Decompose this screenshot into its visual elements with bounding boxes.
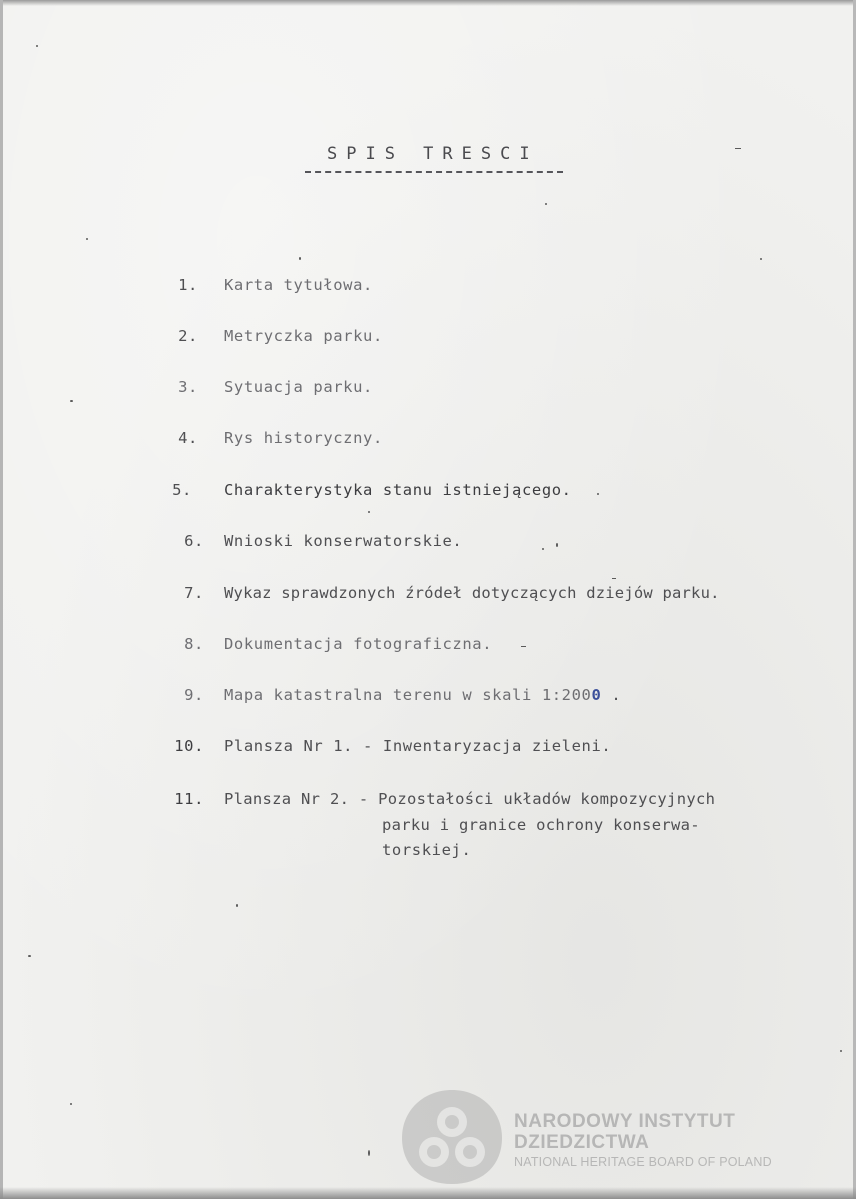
heritage-board-logo-icon — [398, 1086, 506, 1186]
watermark-line-2: DZIEDZICTWA — [514, 1132, 650, 1153]
scan-edge-bottom — [0, 1187, 856, 1199]
entry-text-typed: Mapa katastralna terenu w skali 1:200 — [224, 686, 592, 704]
entry-number: 4. — [178, 429, 198, 447]
toc-entry-3 — [160, 378, 198, 398]
toc-entry-2 — [160, 327, 198, 347]
entry-text: Wykaz sprawdzonych źródeł dotyczących dziejów parku. — [224, 584, 720, 602]
scan-edge-top — [0, 0, 856, 6]
scan-speck — [542, 548, 544, 550]
entry-number: 7. — [184, 584, 204, 602]
scan-speck — [556, 543, 558, 547]
toc-entry-8 — [166, 635, 204, 655]
entry-text: Dokumentacja fotograficzna. — [224, 635, 493, 653]
scan-speck — [735, 148, 741, 149]
entry-text: Rys historyczny. — [224, 429, 383, 447]
heritage-board-watermark — [514, 1112, 772, 1169]
entry-number: 11. — [174, 790, 204, 808]
entry-text: Plansza Nr 1. - Inwentaryzacja zieleni. — [224, 737, 612, 755]
entry-number: 5. — [172, 481, 192, 499]
scan-speck — [521, 646, 526, 647]
document-title: SPIS TRESCI — [327, 144, 539, 164]
toc-entry-4 — [160, 429, 198, 449]
toc-entry-9 — [166, 686, 204, 706]
watermark-line-1: NARODOWY INSTYTUT — [514, 1111, 736, 1132]
entry-number: 1. — [178, 276, 198, 294]
scan-speck — [545, 203, 547, 205]
scan-speck — [597, 493, 599, 495]
entry-text — [224, 686, 621, 704]
entry-number: 2. — [178, 327, 198, 345]
scan-speck — [612, 578, 616, 579]
handwritten-correction: 0 — [591, 686, 602, 704]
scan-speck — [760, 258, 762, 260]
scan-speck — [70, 400, 73, 402]
entry-number: 3. — [178, 378, 198, 396]
toc-entry-1 — [160, 276, 198, 296]
scan-speck — [368, 1150, 370, 1156]
scan-speck — [368, 511, 370, 513]
scan-speck — [236, 904, 238, 907]
scan-speck — [28, 955, 31, 957]
entry-number: 8. — [184, 635, 204, 653]
entry-text: Sytuacja parku. — [224, 378, 373, 396]
entry-text: Karta tytułowa. — [224, 276, 373, 294]
watermark-line-3: NATIONAL HERITAGE BOARD OF POLAND — [514, 1155, 772, 1169]
toc-entry-11 — [166, 790, 204, 810]
entry-number: 10. — [174, 737, 204, 755]
entry-continuation-line: parku i granice ochrony konserwa- — [382, 816, 700, 834]
toc-entry-10 — [166, 737, 204, 757]
entry-number: 6. — [184, 532, 204, 550]
entry-text: Plansza Nr 2. - Pozostałości układów kompozycyjnych — [224, 790, 716, 808]
entry-text-end: . — [601, 686, 622, 704]
toc-entry-6 — [166, 532, 204, 552]
toc-entry-5 — [160, 481, 198, 501]
scan-speck — [299, 257, 301, 260]
scan-speck — [36, 45, 38, 47]
scan-speck — [86, 238, 88, 240]
scan-speck — [70, 1103, 72, 1105]
entry-continuation-line: torskiej. — [382, 841, 472, 859]
scan-edge-left — [0, 0, 3, 1199]
entry-text: Metryczka parku. — [224, 327, 383, 345]
entry-text: Charakterystyka stanu istniejącego. — [224, 481, 572, 499]
entry-number: 9. — [184, 686, 204, 704]
toc-entry-7 — [166, 584, 204, 604]
entry-text: Wnioski konserwatorskie. — [224, 532, 463, 550]
title-underline — [305, 171, 563, 173]
scan-speck — [840, 1050, 842, 1052]
